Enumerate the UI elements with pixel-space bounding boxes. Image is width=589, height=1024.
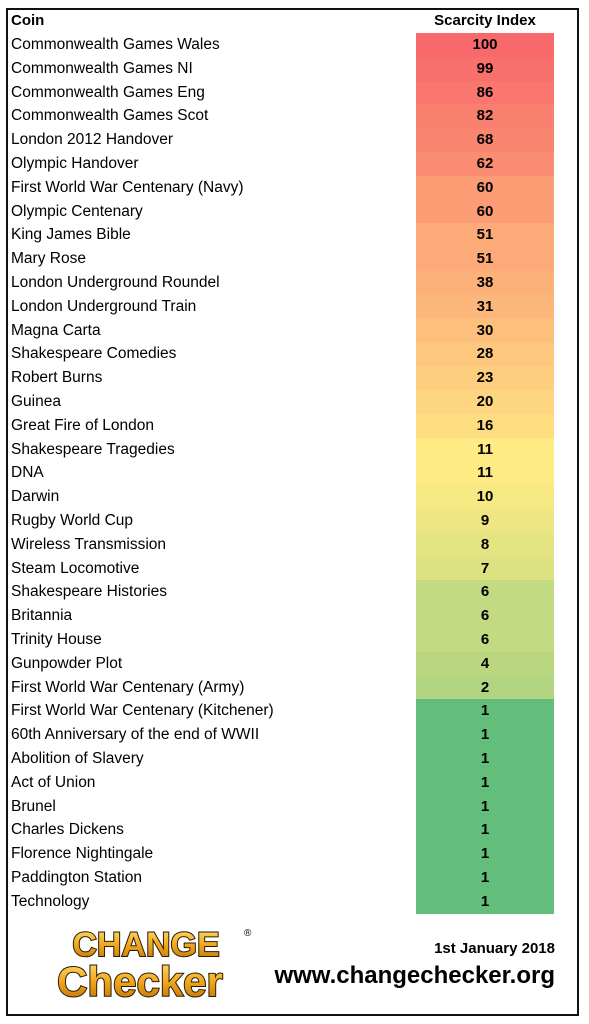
scarcity-table-frame: [6, 8, 579, 1016]
coin-name: King James Bible: [11, 226, 131, 244]
table-row: [8, 223, 577, 247]
scarcity-index-cell: 1: [416, 771, 554, 795]
footer: [8, 914, 577, 1014]
scarcity-index-cell: 10: [416, 485, 554, 509]
table-row: [8, 271, 577, 295]
scarcity-index-cell: 60: [416, 176, 554, 200]
scarcity-index-cell: 2: [416, 676, 554, 700]
coin-name: Guinea: [11, 393, 61, 410]
table-row: [8, 604, 577, 628]
table-row: [8, 485, 577, 509]
coin-name: Florence Nightingale: [11, 845, 154, 863]
scarcity-index-cell: 1: [416, 818, 554, 842]
scarcity-index-cell: 7: [416, 557, 554, 581]
table-row: [8, 676, 577, 700]
table-row: [8, 628, 577, 652]
table-row: [8, 533, 577, 557]
table-row: [8, 152, 577, 176]
coin-name: Great Fire of London: [11, 416, 155, 434]
table-row: [8, 699, 577, 723]
coin-name: Robert Burns: [11, 369, 103, 387]
coin-name: Olympic Centenary: [11, 202, 143, 220]
coin-name: Magna Carta: [11, 321, 101, 339]
scarcity-index-cell: 86: [416, 81, 554, 105]
table-row: [8, 771, 577, 795]
scarcity-index-cell: 4: [416, 652, 554, 676]
coin-name: Rugby World Cup: [11, 512, 134, 529]
scarcity-index-cell: 1: [416, 699, 554, 723]
logo-registered-mark: ®: [244, 928, 252, 939]
table-row: [8, 890, 577, 914]
coin-name: Britannia: [11, 607, 73, 625]
scarcity-index-cell: 1: [416, 795, 554, 819]
table-row: [8, 795, 577, 819]
logo-line-2: Checker: [57, 958, 223, 1002]
coin-name: Shakespeare Histories: [11, 583, 167, 601]
coin-name: Brunel: [11, 797, 56, 815]
coin-name: Charles Dickens: [11, 821, 124, 839]
scarcity-index-cell: 51: [416, 223, 554, 247]
table-row: [8, 580, 577, 604]
column-header-scarcity-index: Scarcity Index: [434, 12, 536, 29]
scarcity-index-cell: 62: [416, 152, 554, 176]
coin-name: 60th Anniversary of the end of WWII: [11, 726, 260, 744]
scarcity-index-cell: 1: [416, 747, 554, 771]
scarcity-index-cell: 11: [416, 438, 554, 462]
table-row: [8, 723, 577, 747]
table-row: [8, 342, 577, 366]
scarcity-index-cell: 68: [416, 128, 554, 152]
change-checker-logo: [18, 922, 268, 1002]
scarcity-index-cell: 82: [416, 104, 554, 128]
table-row: [8, 295, 577, 319]
coin-name: Paddington Station: [11, 869, 142, 886]
scarcity-index-cell: 23: [416, 366, 554, 390]
coin-name: Mary Rose: [11, 250, 86, 268]
table-row: [8, 366, 577, 390]
table-row: [8, 390, 577, 414]
scarcity-index-cell: 8: [416, 533, 554, 557]
table-row: [8, 104, 577, 128]
scarcity-index-cell: 38: [416, 271, 554, 295]
coin-name: London Underground Train: [11, 297, 197, 315]
scarcity-index-cell: 1: [416, 842, 554, 866]
coin-name: Abolition of Slavery: [11, 750, 144, 767]
scarcity-index-cell: 6: [416, 604, 554, 628]
table-row: [8, 557, 577, 581]
coin-name: London 2012 Handover: [11, 131, 174, 149]
scarcity-index-cell: 60: [416, 200, 554, 224]
scarcity-index-cell: 1: [416, 866, 554, 890]
table-row: [8, 414, 577, 438]
coin-name: London Underground Roundel: [11, 274, 220, 291]
coin-name: Gunpowder Plot: [11, 654, 123, 672]
table-row: [8, 866, 577, 890]
table-row: [8, 57, 577, 81]
scarcity-index-cell: 9: [416, 509, 554, 533]
coin-name: Commonwealth Games Eng: [11, 83, 205, 101]
coin-name: Commonwealth Games NI: [11, 59, 193, 77]
scarcity-index-cell: 28: [416, 342, 554, 366]
scarcity-index-cell: 31: [416, 295, 554, 319]
scarcity-index-cell: 6: [416, 628, 554, 652]
table-row: [8, 818, 577, 842]
table-row: [8, 652, 577, 676]
scarcity-index-cell: 6: [416, 580, 554, 604]
table-row: [8, 319, 577, 343]
table-row: [8, 509, 577, 533]
scarcity-index-cell: 11: [416, 461, 554, 485]
scarcity-index-cell: 16: [416, 414, 554, 438]
table-row: [8, 200, 577, 224]
scarcity-index-cell: 99: [416, 57, 554, 81]
coin-name: First World War Centenary (Kitchener): [11, 702, 274, 720]
logo-line-1: CHANGE: [72, 926, 220, 964]
scarcity-index-cell: 100: [416, 33, 554, 57]
table-row: [8, 747, 577, 771]
scarcity-index-cell: 51: [416, 247, 554, 271]
coin-name: DNA: [11, 464, 44, 482]
coin-name: First World War Centenary (Army): [11, 678, 245, 696]
scarcity-index-cell: 1: [416, 723, 554, 747]
coin-name: Commonwealth Games Scot: [11, 107, 209, 125]
coin-name: Darwin: [11, 488, 60, 506]
coin-name: Commonwealth Games Wales: [11, 36, 220, 53]
coin-name: Shakespeare Tragedies: [11, 440, 175, 458]
coin-name: First World War Centenary (Navy): [11, 178, 244, 196]
coin-name: Steam Locomotive: [11, 559, 140, 577]
coin-name: Trinity House: [11, 631, 102, 648]
table-row: [8, 81, 577, 105]
coin-name: Act of Union: [11, 773, 96, 791]
coin-name: Shakespeare Comedies: [11, 345, 177, 363]
website-url: www.changechecker.org: [274, 962, 555, 989]
date-label: 1st January 2018: [434, 940, 555, 957]
table-row: [8, 842, 577, 866]
column-header-coin: Coin: [11, 12, 45, 29]
coin-name: Olympic Handover: [11, 155, 139, 172]
table-row: [8, 33, 577, 57]
table-row: [8, 128, 577, 152]
coin-name: Wireless Transmission: [11, 535, 167, 553]
table-row: [8, 438, 577, 462]
table-row: [8, 176, 577, 200]
coin-name: Technology: [11, 892, 90, 910]
table-row: [8, 247, 577, 271]
scarcity-index-cell: 30: [416, 319, 554, 343]
scarcity-index-cell: 20: [416, 390, 554, 414]
scarcity-index-cell: 1: [416, 890, 554, 914]
table-row: [8, 461, 577, 485]
